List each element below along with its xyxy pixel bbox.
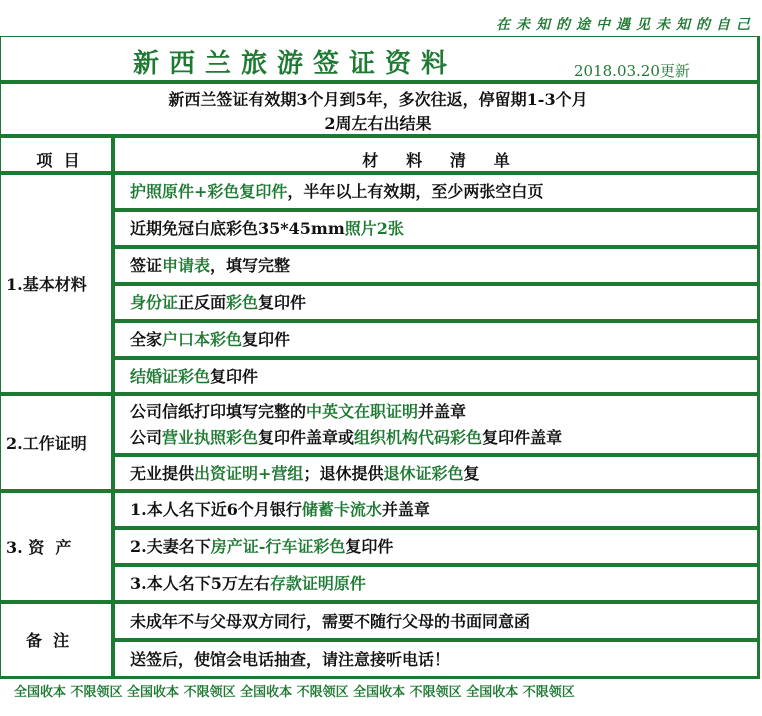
category-remarks: 备 注 [26, 631, 70, 650]
highlighted-text: 组织机构代码彩色 [354, 428, 483, 447]
plain-text: 公司 [130, 428, 163, 447]
highlighted-text: 存款证明原件 [269, 574, 366, 593]
highlighted-text: 申请表 [162, 256, 211, 275]
item-application-form [130, 255, 290, 277]
plain-text: 复印件 [210, 367, 259, 386]
remark-phone-check [130, 649, 450, 671]
item-passport [130, 181, 543, 203]
plain-text: 全家 [130, 330, 163, 349]
plain-text: 复印件 [345, 537, 394, 556]
plain-text: ，半年以上有效期，至少两张空白页 [287, 182, 544, 201]
plain-text: 近期免冠白底彩色35*45mm [130, 219, 345, 238]
document-title: 新西兰旅游签证资料 [133, 49, 458, 79]
highlighted-text: 房产证-行车证彩色 [210, 537, 346, 556]
plain-text: 2.夫妻名下 [130, 537, 211, 556]
item-employment-letter [130, 401, 466, 423]
plain-text: ；退休提供 [303, 464, 384, 483]
plain-text: 并盖章 [418, 402, 467, 421]
highlighted-text: 身份证 [130, 293, 179, 312]
category-assets: 3. 资 产 [6, 537, 72, 557]
plain-text: 送签后，使馆会电话抽查，请注意接听电话！ [130, 650, 451, 669]
remark-minor-consent [130, 611, 530, 633]
plain-text: 复印件 [242, 330, 291, 349]
footer-banner: 全国收本 不限领区 全国收本 不限领区 全国收本 不限领区 全国收本 不限领区 全国收本 不限领区 [14, 685, 575, 700]
highlighted-text: 照片2张 [344, 219, 404, 238]
highlighted-text: 出资证明+营组 [194, 464, 304, 483]
plain-text: 复印件盖章或 [258, 428, 355, 447]
item-bank-statement [130, 499, 430, 521]
plain-text: 未成年不与父母双方同行，需要不随行父母的书面同意函 [130, 612, 531, 631]
highlighted-text: 彩色 [226, 293, 259, 312]
plain-text: 复印件 [258, 293, 307, 312]
plain-text: 公司信纸打印填写完整的 [130, 402, 307, 421]
highlighted-text: 护照原件+彩色复印件 [130, 182, 288, 201]
category-basic-materials: 1.基本材料 [6, 274, 87, 294]
column-header-materials: 材 料 清 单 [362, 151, 510, 170]
category-work-proof: 2.工作证明 [6, 433, 87, 453]
item-unemployed-retired [130, 463, 479, 485]
plain-text: 正反面 [178, 293, 227, 312]
item-id-card [130, 292, 306, 314]
item-marriage-certificate [130, 366, 258, 388]
processing-time-note: 2周左右出结果 [324, 114, 432, 133]
plain-text: 签证 [130, 256, 163, 275]
visa-document [0, 36, 760, 679]
item-property-certificate [130, 536, 393, 558]
highlighted-text: 退休证彩色 [383, 464, 464, 483]
motto-banner: 在未知的途中遇见未知的自己 [496, 17, 756, 33]
column-header-item: 项 目 [36, 151, 80, 170]
item-household-register [130, 329, 290, 351]
plain-text: ，填写完整 [210, 256, 291, 275]
item-deposit-certificate [130, 573, 366, 595]
plain-text: 1.本人名下近6个月银行 [130, 500, 302, 519]
plain-text: 复印件盖章 [482, 428, 563, 447]
highlighted-text: 中英文在职证明 [306, 402, 419, 421]
highlighted-text: 储蓄卡流水 [301, 500, 382, 519]
highlighted-text: 户口本彩色 [162, 330, 243, 349]
item-business-license [130, 427, 562, 449]
update-date: 2018.03.20更新 [574, 62, 690, 80]
item-photo [130, 218, 404, 240]
highlighted-text: 营业执照彩色 [162, 428, 259, 447]
plain-text: 3.本人名下5万左右 [130, 574, 270, 593]
highlighted-text: 结婚证彩色 [130, 367, 211, 386]
validity-note: 新西兰签证有效期3个月到5年，多次往返，停留期1-3个月 [168, 90, 588, 109]
plain-text: 并盖章 [381, 500, 430, 519]
plain-text: 复 [463, 464, 480, 483]
plain-text: 无业提供 [130, 464, 195, 483]
